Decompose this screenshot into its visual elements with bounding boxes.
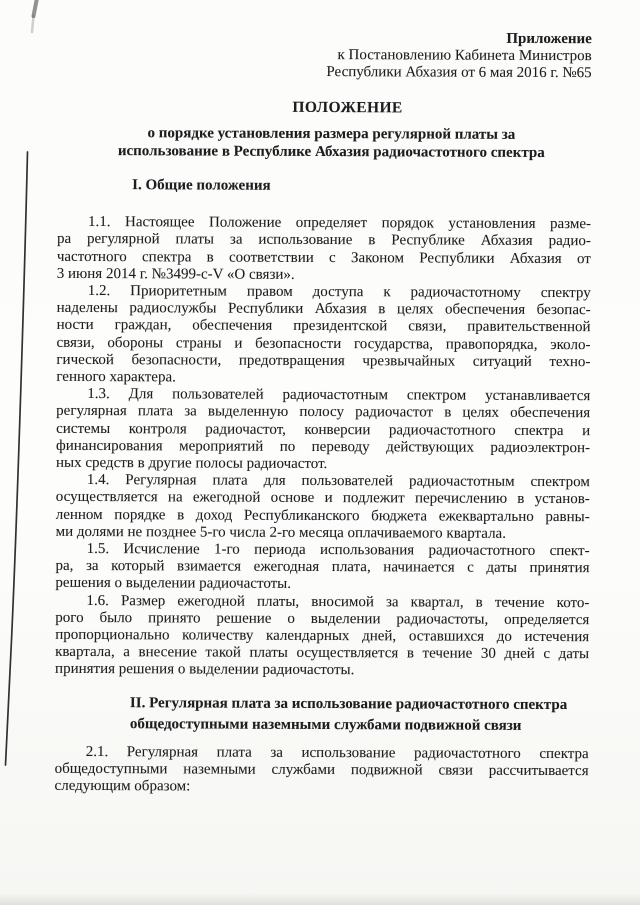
paragraph-1-2 <box>56 283 590 389</box>
doc-subtitle <box>57 125 591 163</box>
text-line: принятия решения о выделении радиочастоты. <box>55 661 355 679</box>
section-2-heading <box>55 693 589 737</box>
text-line: следующим образом: <box>54 777 191 795</box>
paragraph-1-3 <box>56 386 590 474</box>
text-line: ра, за который взимается ежегодная плата, начинается с даты принятия <box>55 558 590 577</box>
scan-edge-shadow <box>0 893 640 905</box>
text-line: 3 июня 2014 г. №3499-с-V «О связи». <box>56 265 295 283</box>
header-date-number-line: Республики Абхазия от 6 мая 2016 г. №65 <box>326 64 592 82</box>
text-line: частотного спектра в соответствии с Законом Республики Абхазия от <box>56 248 591 267</box>
text-line: наделены радиослужбы Республики Абхазия в целях обеспечения безопас- <box>56 300 591 319</box>
text-line: ных средств в другие полосы радиочастот. <box>55 454 328 473</box>
text-line: ности граждан, обеспечения президентской связи, правительственной <box>56 317 591 336</box>
text-line: финансирования мероприятий по переводу действующих радиоэлектрон- <box>56 437 591 457</box>
paragraph-2-1 <box>55 744 589 798</box>
text-line: 2.1. Регулярная плата за использование радиочастотного спектра <box>85 743 589 762</box>
header-decree-line: к Постановлению Кабинета Министров <box>337 47 592 65</box>
paragraph-1-5 <box>55 541 589 595</box>
text-line: ми долями не позднее 5-го числа 2-го месяца оплачиваемого квартала. <box>55 523 507 542</box>
text-line: гической безопасности, предотвращения чрезвычайных ситуаций техно- <box>56 351 591 370</box>
text-line: общедоступными наземными службами подвижной связи <box>129 715 522 734</box>
text-line: 1.1. Настоящее Положение определяет порядок установления разме- <box>87 214 592 233</box>
text-line: ленном порядке в доход Республиканского бюджета ежеквартально равны- <box>55 506 590 525</box>
text-line: связи, обороны страны и безопасности государства, правопорядка, эколо- <box>56 334 591 353</box>
text-line: 1.3. Для пользователей радиочастотным спектром устанавливается <box>87 386 591 405</box>
text-line: II. Регулярная плата за использование радиочастотного спектра <box>129 694 568 713</box>
paragraph-1-6 <box>55 593 589 681</box>
text-line: регулярная плата за выделенную полосу радиочастот в целях обеспечения <box>56 403 591 422</box>
text-line: I. Общие положения <box>132 177 271 194</box>
text-line: использование в Республике Абхазия радиочастотного спектра <box>117 142 545 161</box>
text-line: пропорционально количеству календарных дней, оставшихся до истечения <box>55 626 590 646</box>
text-line: 1.5. Исчисление 1-го периода использования радиочастотного спект- <box>86 541 590 560</box>
text-line: ра регулярной платы за использование в Республике Абхазия радио- <box>56 231 591 250</box>
text-line: 1.4. Регулярная плата для пользователей радиочастотным спектром <box>86 472 590 491</box>
text-line: осуществляется на ежегодной основе и подлежит перечислению в установ- <box>55 489 590 508</box>
doc-header <box>58 29 592 82</box>
section-1-heading <box>57 175 591 198</box>
text-line: рого было принято решение о выделении радиочастоты, определяется <box>55 609 590 629</box>
text-line: системы контроля радиочастот, конверсии радиочастотного спектра и <box>56 420 591 439</box>
text-line: 1.2. Приоритетным правом доступа к радиочастотному спектру <box>87 282 591 302</box>
paragraph-1-1 <box>57 214 591 285</box>
paragraph-1-4 <box>56 472 590 543</box>
text-line: решения о выделении радиочастоты. <box>55 575 292 593</box>
text-line: о порядке установления размера регулярной платы за <box>147 125 516 143</box>
text-line: 1.6. Размер ежегодной платы, вносимой за квартал, в течение кото- <box>86 592 590 611</box>
header-annex-label: Приложение <box>506 30 592 48</box>
text-line: генного характера. <box>56 368 176 386</box>
text-line: квартала, а внесение такой платы осуществляется в течение 30 дней с даты <box>55 644 590 663</box>
text-line: общедоступными наземными службами подвижной связи рассчитывается <box>54 760 589 780</box>
doc-title: ПОЛОЖЕНИЕ <box>292 98 403 117</box>
